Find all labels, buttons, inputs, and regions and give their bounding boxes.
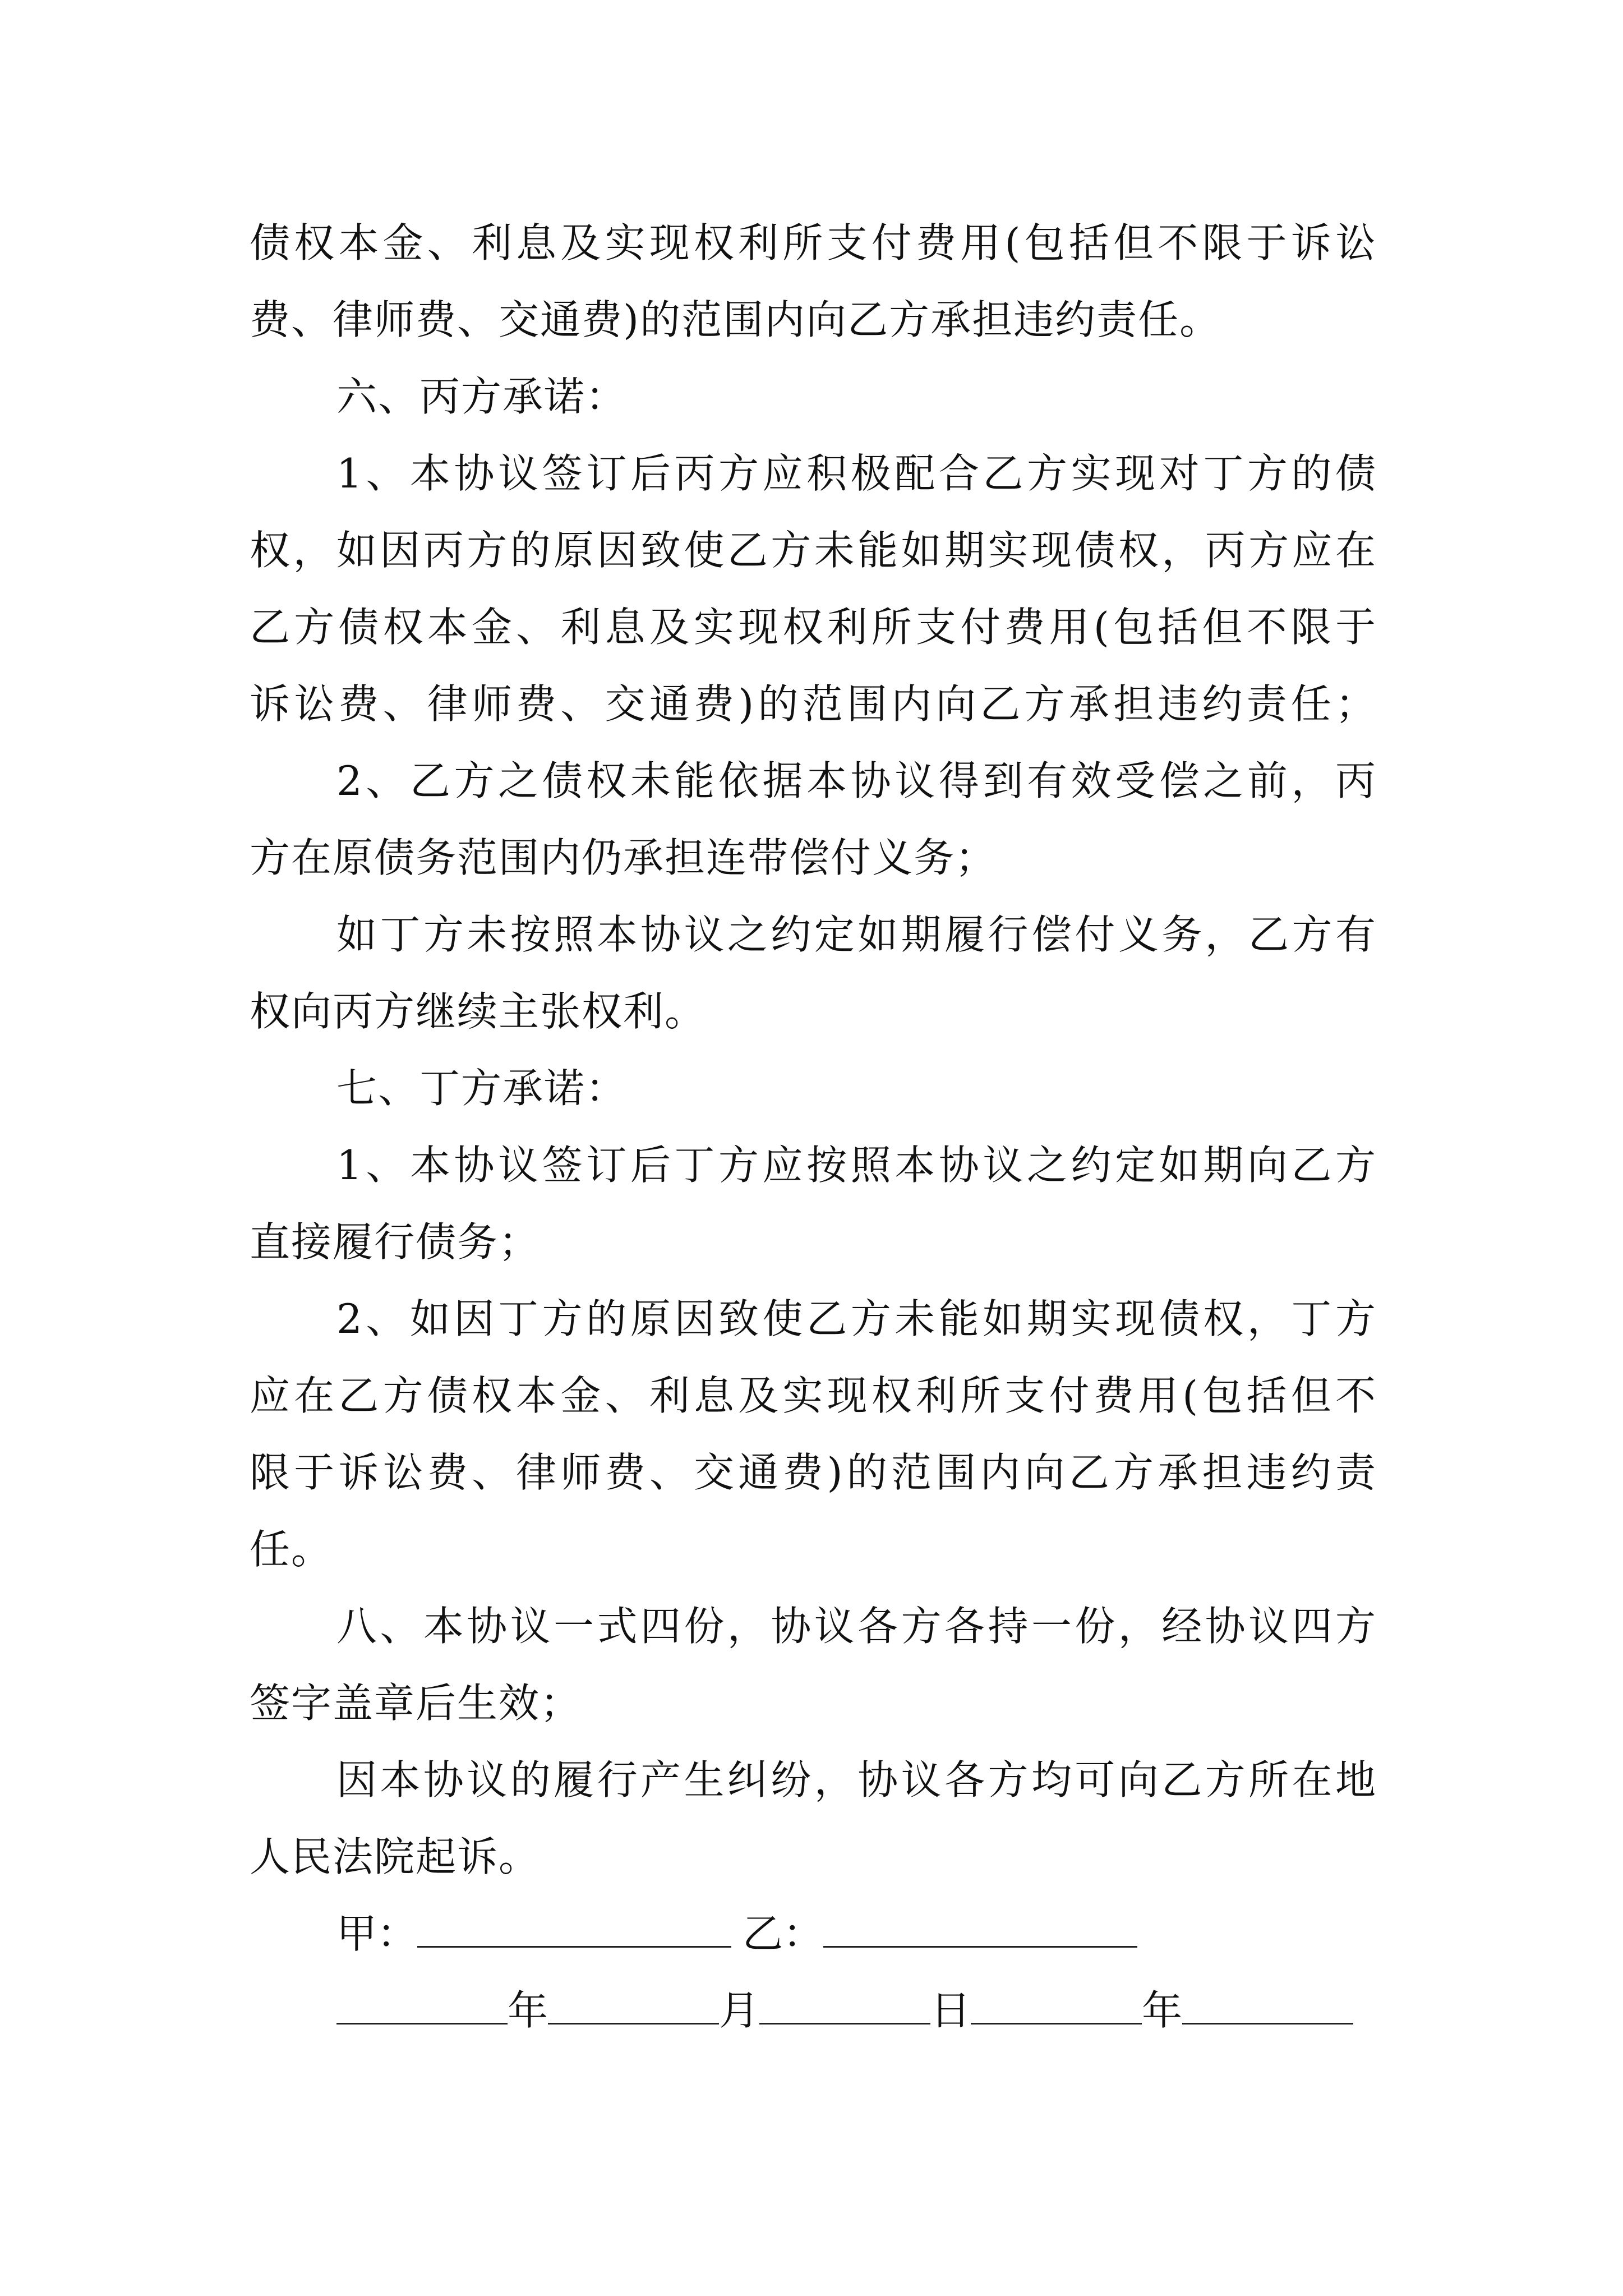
- text-line: 权，如因丙方的原因致使乙方未能如期实现债权，丙方应在: [250, 527, 1377, 574]
- text-line: 1、本协议签订后丁方应按照本协议之约定如期向乙方: [336, 1142, 1377, 1189]
- text-line: 因本协议的履行产生纠纷，协议各方均可向乙方所在地: [336, 1756, 1377, 1803]
- text-line: 债权本金、利息及实现权利所支付费用(包括但不限于诉讼: [250, 219, 1377, 266]
- text-line: 如丁方未按照本协议之约定如期履行偿付义务，乙方有: [336, 911, 1377, 958]
- party-b-signature-blank[interactable]: [823, 1912, 1137, 1948]
- signature-row: [250, 1895, 1377, 1972]
- text-line: 乙方债权本金、利息及实现权利所支付费用(包括但不限于: [250, 604, 1377, 651]
- year-label: 年: [508, 1987, 548, 2034]
- year2-label: 年: [1142, 1987, 1183, 2034]
- party-b-label: 乙：: [743, 1910, 824, 1957]
- date-row: [250, 1972, 1377, 2049]
- text-line: 人民法院起诉。: [250, 1833, 541, 1880]
- text-line: 任。: [250, 1526, 333, 1573]
- trailing-blank[interactable]: [1182, 1989, 1353, 2024]
- text-line: 2、如因丁方的原因致使乙方未能如期实现债权，丁方: [336, 1295, 1377, 1342]
- text-line: 1、本协议签订后丙方应积极配合乙方实现对丁方的债: [336, 450, 1377, 497]
- text-line: 八、本协议一式四份，协议各方各持一份，经协议四方: [336, 1603, 1377, 1650]
- text-line: 方在原债务范围内仍承担连带偿付义务；: [250, 834, 997, 881]
- year-blank[interactable]: [336, 1989, 508, 2024]
- day-blank[interactable]: [759, 1989, 930, 2024]
- year2-blank[interactable]: [971, 1989, 1142, 2024]
- month-label: 月: [719, 1987, 760, 2034]
- document-body: [250, 205, 1377, 2049]
- month-blank[interactable]: [548, 1989, 719, 2024]
- text-line: 2、乙方之债权未能依据本协议得到有效受偿之前，丙: [336, 757, 1377, 804]
- party-a-signature-blank[interactable]: [417, 1912, 731, 1948]
- text-line: 费、律师费、交通费)的范围内向乙方承担违约责任。: [250, 296, 1221, 343]
- party-a-label: 甲：: [336, 1910, 418, 1957]
- section-heading: 六、丙方承诺：: [336, 373, 628, 420]
- text-line: 限于诉讼费、律师费、交通费)的范围内向乙方承担违约责: [250, 1449, 1377, 1496]
- day-label: 日: [930, 1987, 971, 2034]
- text-line: 直接履行债务；: [250, 1218, 541, 1266]
- text-line: 诉讼费、律师费、交通费)的范围内向乙方承担违约责任；: [250, 680, 1377, 728]
- text-line: 应在乙方债权本金、利息及实现权利所支付费用(包括但不: [250, 1372, 1377, 1419]
- text-line: 权向丙方继续主张权利。: [250, 988, 707, 1035]
- text-line: 签字盖章后生效；: [250, 1680, 582, 1727]
- section-heading: 七、丁方承诺：: [336, 1065, 628, 1112]
